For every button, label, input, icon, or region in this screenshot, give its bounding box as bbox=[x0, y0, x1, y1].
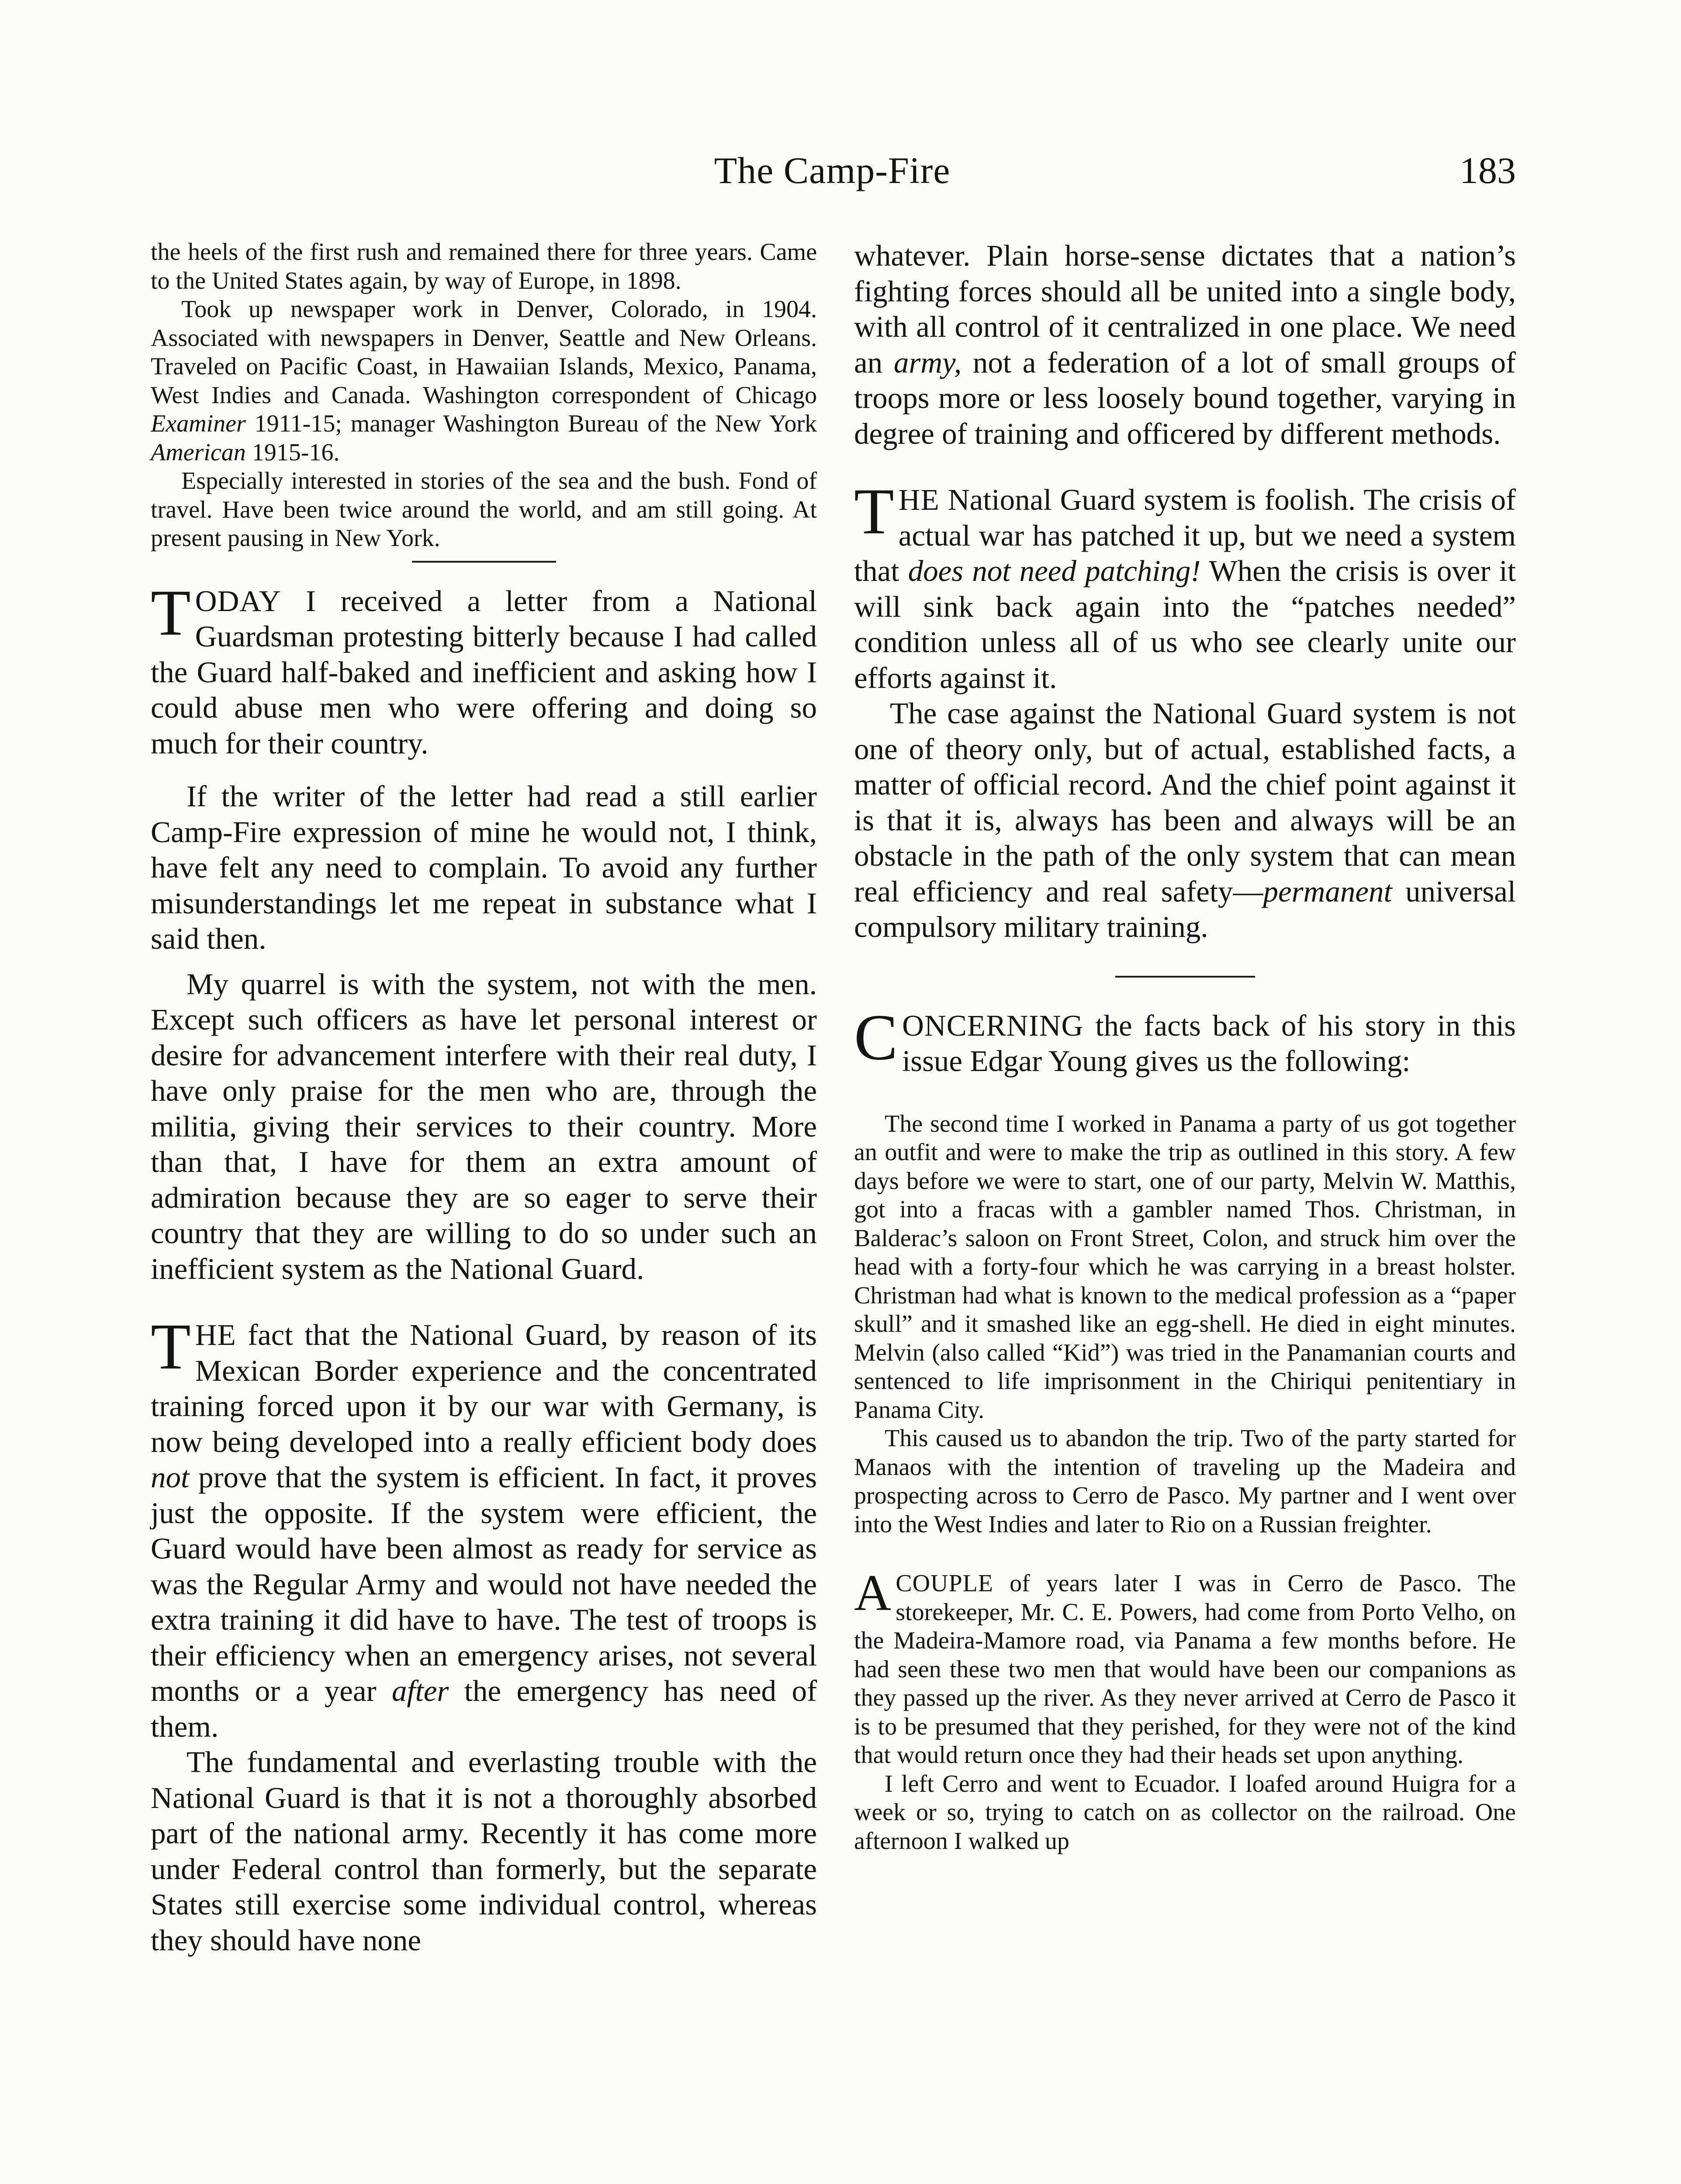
paragraph-text: whatever. Plain horse-sense dictates that a nation’s fighting forces should all be united into a single body, with all control of it centralized in one place. We need an bbox=[854, 239, 1516, 379]
bio-text: 1915-16. bbox=[246, 439, 340, 466]
drop-cap: A bbox=[854, 1564, 892, 1621]
paragraph-text: The case against the National Guard system is not one of theory only, but of actual, established facts, a matter of official record. And the chief point against it is that it is, always has been and always will be an obstacle in the path of the only system that can mean real efficiency and real safety— bbox=[854, 697, 1516, 908]
quoted-letter-paragraph: This caused us to abandon the trip. Two of the party started for Manaos with the intention of traveling up the Madeira and prospecting across to Cerro de Pasco. My partner and I went over into the West Indies and later to Rio on a Russian freighter. bbox=[854, 1425, 1516, 1538]
page-number: 183 bbox=[1460, 149, 1516, 191]
small-caps-lead: COUPLE bbox=[896, 1570, 994, 1597]
national-guard-paragraph bbox=[854, 475, 1516, 696]
bio-paragraph-3: Especially interested in stories of the sea and the bush. Fond of travel. Have been twice around the world, and am still going. At present pausing in New York. bbox=[151, 467, 817, 552]
paragraph-text: the facts back of his story in this issue Edgar Young gives us the following: bbox=[902, 1009, 1516, 1078]
small-caps-lead: HE bbox=[195, 1318, 236, 1351]
emphasis: permanent bbox=[1263, 874, 1392, 908]
paragraph-text: prove that the system is efficient. In fact, it proves just the opposite. If the system were efficient, the Guard would have been almost as ready for service as was the Regular Army and would not have needed the extra training it did have to have. The test of troops is their efficiency when an emergency arises, not several months or a year bbox=[151, 1461, 817, 1707]
running-title: The Camp-Fire bbox=[714, 149, 951, 191]
paragraph-text: I received a letter from a National Guardsman protesting bitterly because I had called the Guard half-baked and inefficient and asking how I could abuse men who were offering and doing so much for their country. bbox=[151, 584, 817, 760]
small-caps-lead: HE bbox=[898, 483, 940, 516]
paragraph-text: not a federation of a lot of small groups of troops more or less loosely bound together, varying in degree of training and officered by different methods. bbox=[854, 346, 1516, 450]
emphasis: not bbox=[151, 1461, 190, 1494]
page-header bbox=[149, 144, 1516, 205]
emphasis: does not need patching! bbox=[908, 554, 1201, 587]
drop-cap: T bbox=[151, 576, 191, 649]
emphasis: army, bbox=[893, 346, 962, 379]
bio-paragraph-1: the heels of the first rush and remained there for three years. Came to the United States again, by way of Europe, in 1898. bbox=[151, 238, 817, 294]
quoted-letter-paragraph: I left Cerro and went to Ecuador. I loafed around Huigra for a week or so, trying to catch on as collector on the railroad. One afternoon I walked up bbox=[854, 1770, 1516, 1855]
bio-text: 1911-15; manager Washington Bureau of the New York bbox=[246, 410, 817, 437]
paragraph-text: fact that the National Guard, by reason of its Mexican Border experience and the concentrated training forced upon it by our war with Germany, is now being developed into a really efficient body does bbox=[151, 1318, 817, 1458]
body-paragraph: My quarrel is with the system, not with the men. Except such officers as have let personal interest or desire for advancement interfere with their real duty, I have only praise for the men who are, through the militia, giving their services to their country. More than that, I have for them an extra amount of admiration because they are so eager to serve their country that they are willing to do so under such an inefficient system as the National Guard. bbox=[151, 967, 817, 1286]
bio-paragraph-2 bbox=[151, 295, 817, 467]
newspaper-name: American bbox=[151, 439, 246, 466]
newspaper-name: Examiner bbox=[151, 410, 246, 437]
left-column bbox=[151, 238, 817, 1958]
section-divider bbox=[412, 561, 556, 563]
drop-cap: T bbox=[151, 1310, 191, 1383]
paragraph-text: National Guard system is foolish. The crisis of actual war has patched it up, but we need a system that bbox=[854, 483, 1516, 587]
couple-paragraph bbox=[854, 1564, 1516, 1770]
bio-text: Took up newspaper work in Denver, Colorado, in 1904. Associated with newspapers in Denver, Seattle and New Orleans. Traveled on Pacific Coast, in Hawaiian Islands, Mexico, Panama, West Indies and Canada. Washington correspondent of Chicago bbox=[151, 296, 817, 409]
paragraph-text: the emergency has need of them. bbox=[151, 1674, 817, 1743]
today-paragraph bbox=[151, 576, 817, 762]
right-column bbox=[854, 238, 1516, 1856]
body-paragraph bbox=[854, 696, 1516, 945]
fact-paragraph bbox=[151, 1310, 817, 1745]
drop-cap: C bbox=[854, 1001, 898, 1074]
quoted-letter-paragraph: The second time I worked in Panama a party of us got together an outfit and were to make the trip as outlined in this story. A few days before we were to start, one of our party, Melvin W. Matthis, got into a fracas with a gambler named Thos. Christman, in Balderac’s saloon on Front Street, Colon, and struck him over the head with a forty-four which he was carrying in a breast holster. Christman had what is known to the medical profession as a “paper skull” and it smashed like an egg-shell. He died in eight minutes. Melvin (also called “Kid”) was tried in the Panamanian courts and sentenced to life imprisonment in the Chiriqui penitentiary in Panama City. bbox=[854, 1110, 1516, 1424]
paragraph-text: of years later I was in Cerro de Pasco. The storekeeper, Mr. C. E. Powers, had come from Porto Velho, on the Madeira-Mamore road, via Panama a few months before. He had seen these two men that would have been our companions as they passed up the river. As they never arrived at Cerro de Pasco it is to be presumed that they perished, for they were not of the kind that would return once they had their heads set upon anything. bbox=[854, 1570, 1516, 1769]
body-paragraph: The fundamental and everlasting trouble with the National Guard is that it is not a thoroughly absorbed part of the national army. Recently it has come more under Federal control than formerly, but the separate States still exercise some individual control, whereas they should have none bbox=[151, 1745, 817, 1957]
body-paragraph: If the writer of the letter had read a still earlier Camp-Fire expression of mine he would not, I think, have felt any need to complain. To avoid any further misunderstandings let me repeat in substance what I said then. bbox=[151, 780, 817, 955]
paragraph-text: universal compulsory military training. bbox=[854, 874, 1516, 943]
small-caps-lead: ONCERNING bbox=[902, 1009, 1084, 1042]
section-divider bbox=[1115, 976, 1255, 978]
body-paragraph bbox=[854, 238, 1516, 452]
concerning-paragraph bbox=[854, 1001, 1516, 1079]
drop-cap: T bbox=[854, 475, 894, 548]
small-caps-lead: ODAY bbox=[195, 584, 281, 618]
paragraph-text: When the crisis is over it will sink back again into the “patches needed” condition unless all of us who see clearly unite our efforts against it. bbox=[854, 554, 1516, 695]
emphasis: after bbox=[391, 1674, 449, 1707]
